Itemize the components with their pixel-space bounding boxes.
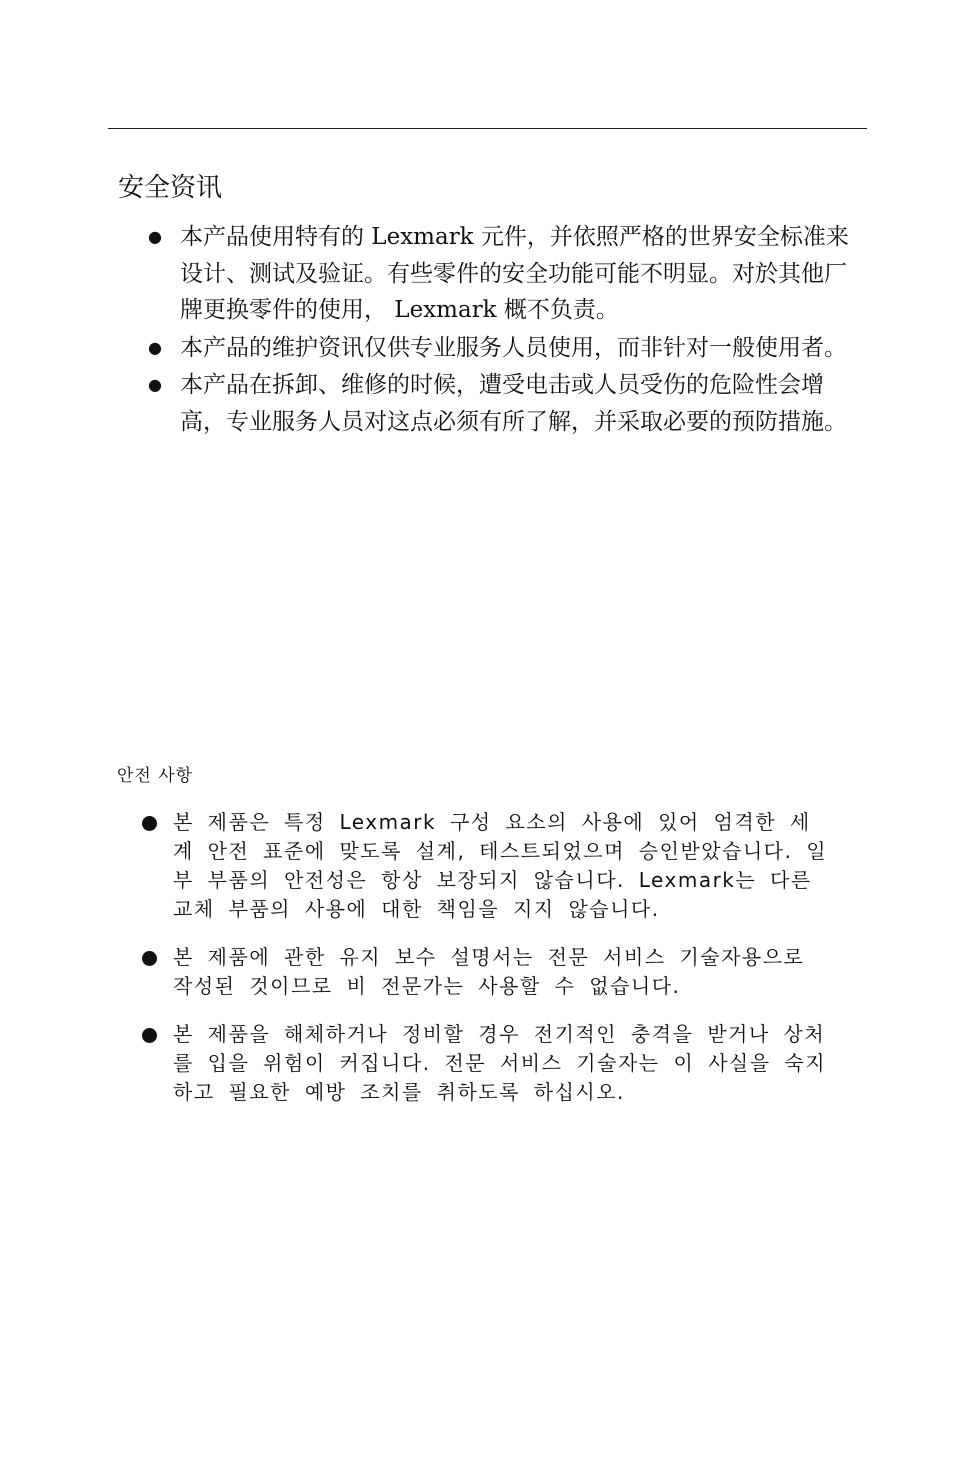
korean-safety-list [140,808,830,1107]
bullet-icon [142,951,157,966]
bullet-icon: ● [148,337,162,357]
list-item [140,808,830,924]
header-rule [108,128,867,129]
bullet-icon: ● [148,374,162,394]
list-item [140,943,830,1001]
korean-section-title: 안전 사항 [117,766,194,786]
list-item-text: 본 제품을 해체하거나 정비할 경우 전기적인 충격을 받거나 상처를 입을 위험이 커집니다. 전문 서비스 기술자는 이 사실을 숙지하고 필요한 예방 조치를 취하도록 하십시오. [173,1022,827,1104]
list-item [146,330,851,367]
list-item-text: 本产品在拆卸、维修的时候，遭受电击或人员受伤的危险性会增高，专业服务人员对这点必须有所了解，并采取必要的预防措施。 [180,371,847,435]
chinese-section-title: 安全资讯 [118,173,223,203]
bullet-icon [142,1028,157,1043]
bullet-icon: ● [148,227,162,246]
list-item [146,219,851,329]
list-item-text: 본 제품에 관한 유지 보수 설명서는 전문 서비스 기술자용으로 작성된 것이므로 비 전문가는 사용할 수 없습니다. [173,945,805,998]
bullet-icon [142,816,157,831]
list-item-text: 본 제품은 특정 Lexmark 구성 요소의 사용에 있어 엄격한 세계 안전 표준에 맞도록 설계, 테스트되었으며 승인받았습니다. 일부 부품의 안전성은 항상 보장되지 않습니다. Lexmark는 다른 교체 부품의 사용에 대한 책임을 지지 않습니다. [173,810,828,921]
chinese-safety-list [146,219,851,441]
list-item-text: 本产品使用特有的 Lexmark 元件，并依照严格的世界安全标准来设计、测试及验证。有些零件的安全功能可能不明显。对於其他厂牌更换零件的使用， Lexmark 概不负责。 [180,224,849,324]
list-item-text: 本产品的维护资讯仅供专业服务人员使用，而非针对一般使用者。 [180,334,847,361]
list-item [140,1020,830,1107]
list-item [146,367,851,440]
